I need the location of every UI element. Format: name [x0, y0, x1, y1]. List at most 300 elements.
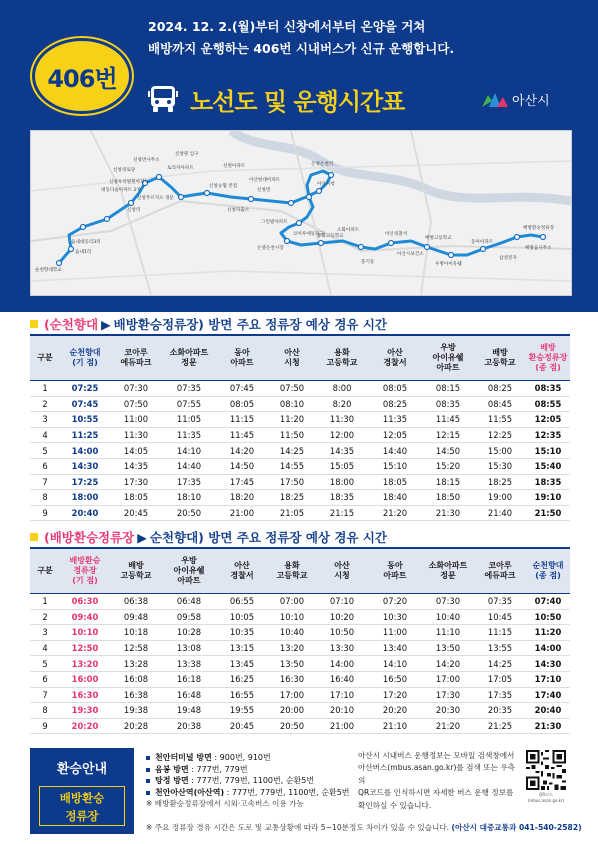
time-cell: 13:50	[422, 640, 474, 656]
time-cell: 14:10	[162, 443, 216, 459]
time-cell: 11:45	[422, 412, 474, 428]
route-map	[30, 130, 572, 296]
time-cell: 21:20	[422, 718, 474, 734]
bus-info-text	[358, 750, 518, 812]
bullet-icon	[146, 791, 150, 795]
map-label: 풍기동	[361, 260, 375, 265]
notice-text	[148, 16, 568, 60]
time-cell: 12:25	[474, 427, 526, 443]
column-header: 순천향대 (기 점)	[60, 335, 110, 381]
time-cell: 13:15	[216, 640, 268, 656]
transfer-item	[146, 775, 366, 787]
notice-line-2	[148, 38, 568, 60]
time-cell: 16:55	[216, 687, 268, 703]
map-label: 토리지아파트	[167, 166, 194, 171]
map-label: 선원아파트	[223, 164, 246, 169]
time-cell: 15:10	[368, 458, 422, 474]
map-label: 신창농협 본점	[209, 184, 238, 189]
map-label: 신창푸르지오 정문	[137, 196, 174, 201]
time-cell: 11:30	[316, 412, 368, 428]
time-cell: 11:55	[474, 412, 526, 428]
map-label: 아산시보건소	[397, 252, 424, 257]
column-header: 아산 시청	[268, 335, 316, 381]
time-cell: 15:05	[316, 458, 368, 474]
time-cell: 12:35	[526, 427, 570, 443]
time-cell: 16:18	[162, 671, 216, 687]
time-cell: 11:15	[216, 412, 268, 428]
transfer-list	[146, 752, 366, 810]
map-label: 신창면	[257, 188, 271, 193]
map-label: 신창원 입구	[175, 152, 199, 157]
table-row	[30, 703, 570, 719]
asan-logo-text: 아산시	[512, 94, 550, 109]
time-cell: 13:20	[268, 640, 316, 656]
time-cell: 07:35	[474, 594, 526, 610]
table2-title-a: (배방환승정류장	[44, 530, 135, 545]
time-cell: 12:15	[422, 427, 474, 443]
time-cell: 11:45	[216, 427, 268, 443]
time-cell: 16:08	[110, 671, 162, 687]
row-number: 2	[30, 609, 60, 625]
time-cell: 17:10	[526, 671, 570, 687]
time-cell: 15:00	[474, 443, 526, 459]
time-cell: 16:40	[316, 671, 368, 687]
time-cell: 08:05	[368, 381, 422, 397]
time-cell: 08:45	[474, 396, 526, 412]
time-cell: 10:10	[268, 609, 316, 625]
time-cell: 06:55	[216, 594, 268, 610]
column-header: 우방 아이유쉘 아파트	[162, 548, 216, 594]
time-cell: 21:10	[368, 718, 422, 734]
time-cell: 10:20	[316, 609, 368, 625]
time-cell: 16:00	[60, 671, 110, 687]
contact-info: (아산시 대중교통과 041-540-2582)	[451, 823, 582, 832]
qr-code-icon[interactable]	[526, 750, 566, 790]
time-cell: 10:50	[316, 625, 368, 641]
time-cell: 09:40	[60, 609, 110, 625]
row-number: 8	[30, 490, 60, 506]
time-cell: 14:40	[162, 458, 216, 474]
bus-icon	[148, 85, 178, 113]
notice-line-1: 2024. 12. 2.(월)부터 신창에서부터 온양을 거쳐	[148, 19, 426, 34]
table-row	[30, 718, 570, 734]
time-cell: 16:30	[268, 671, 316, 687]
time-cell: 15:10	[526, 443, 570, 459]
time-cell: 06:38	[110, 594, 162, 610]
time-cell: 07:55	[162, 396, 216, 412]
time-cell: 17:00	[422, 671, 474, 687]
row-number: 7	[30, 474, 60, 490]
transfer-item	[146, 764, 366, 776]
time-cell: 16:30	[60, 687, 110, 703]
table-row	[30, 427, 570, 443]
time-cell: 17:05	[474, 671, 526, 687]
row-number: 6	[30, 458, 60, 474]
time-cell: 13:28	[110, 656, 162, 672]
time-cell: 12:05	[526, 412, 570, 428]
bullet-square-icon	[30, 320, 38, 328]
time-cell: 08:10	[268, 396, 316, 412]
time-cell: 08:35	[422, 396, 474, 412]
column-header: 배방 고등학교	[110, 548, 162, 594]
time-cell: 12:58	[110, 640, 162, 656]
time-cell: 17:10	[316, 687, 368, 703]
table-row	[30, 412, 570, 428]
table-row	[30, 490, 570, 506]
table-row	[30, 505, 570, 521]
time-cell: 08:55	[526, 396, 570, 412]
table-row	[30, 381, 570, 397]
time-cell: 07:20	[368, 594, 422, 610]
time-cell: 19:30	[60, 703, 110, 719]
time-cell: 18:10	[162, 490, 216, 506]
row-number: 3	[30, 412, 60, 428]
time-cell: 20:20	[60, 718, 110, 734]
time-cell: 14:50	[216, 458, 268, 474]
row-number: 6	[30, 671, 60, 687]
column-header: 코아루 에듀파크	[110, 335, 162, 381]
transfer-info	[30, 748, 582, 834]
time-cell: 11:20	[268, 412, 316, 428]
time-note	[146, 822, 582, 833]
info-line: 아산버스(mbus.asan.go.kr)를 검색 또는 우측의	[358, 763, 516, 785]
time-cell: 21:25	[474, 718, 526, 734]
map-label: 신창면사무소	[133, 158, 160, 163]
map-label: 삼성전자	[499, 256, 517, 261]
time-cell: 10:45	[474, 609, 526, 625]
time-cell: 20:50	[268, 718, 316, 734]
notice-line-2b: 406번 시내버스가 신규 운행합니다.	[253, 41, 455, 56]
transfer-label: 음봉 방면	[155, 764, 189, 774]
time-cell: 10:55	[60, 412, 110, 428]
table-row	[30, 671, 570, 687]
time-cell: 06:30	[60, 594, 110, 610]
time-cell: 19:38	[110, 703, 162, 719]
time-cell: 18:20	[216, 490, 268, 506]
map-label: 배방고등학교	[425, 236, 452, 241]
time-cell: 19:48	[162, 703, 216, 719]
column-header: 아산 시청	[316, 548, 368, 594]
time-cell: 17:25	[60, 474, 110, 490]
bullet-icon	[146, 779, 150, 783]
time-cell: 17:20	[368, 687, 422, 703]
table-row	[30, 396, 570, 412]
time-cell: 07:30	[422, 594, 474, 610]
time-cell: 10:28	[162, 625, 216, 641]
table2-title	[30, 528, 387, 546]
time-cell: 14:00	[526, 640, 570, 656]
map-label: 신창우리빌원아파트	[109, 180, 149, 185]
map-label: 아산시청	[317, 182, 335, 187]
time-cell: 21:40	[474, 505, 526, 521]
timetable-outbound	[30, 334, 570, 521]
time-cell: 20:38	[162, 718, 216, 734]
row-number: 9	[30, 718, 60, 734]
time-cell: 07:00	[268, 594, 316, 610]
time-cell: 14:40	[368, 443, 422, 459]
time-cell: 19:00	[474, 490, 526, 506]
notice-line-2a: 배방까지 운행하는	[148, 41, 254, 56]
time-cell: 11:20	[526, 625, 570, 641]
row-number: 4	[30, 427, 60, 443]
time-cell: 11:00	[368, 625, 422, 641]
table1-title	[30, 315, 387, 333]
time-cell: 11:00	[110, 412, 162, 428]
column-header: 우방 아이유쉘 아파트	[422, 335, 474, 381]
transfer-item	[146, 787, 366, 799]
info-line: 확인하실 수 있습니다.	[358, 800, 432, 810]
time-cell: 10:10	[60, 625, 110, 641]
map-label: 배방읍사무소	[525, 246, 552, 251]
transfer-label: 천안터미널 방면	[155, 753, 212, 762]
time-cell: 08:15	[422, 381, 474, 397]
qr-caption: QR코드 (mbus.asan.go.kr)	[527, 792, 565, 803]
time-cell: 16:38	[110, 687, 162, 703]
table-row	[30, 656, 570, 672]
transfer-value: : 777번, 779번	[188, 764, 248, 774]
time-cell: 13:55	[474, 640, 526, 656]
time-cell: 13:50	[268, 656, 316, 672]
time-cell: 13:40	[368, 640, 422, 656]
transfer-stop-line1: 배방환승	[59, 791, 105, 805]
time-cell: 18:35	[316, 490, 368, 506]
column-header: 동아 아파트	[368, 548, 422, 594]
time-cell: 17:40	[526, 687, 570, 703]
map-label: 순천향대학교	[35, 268, 62, 273]
time-cell: 07:35	[162, 381, 216, 397]
row-number: 1	[30, 381, 60, 397]
transfer-value: : 900번, 910번	[211, 753, 271, 762]
time-cell: 17:50	[268, 474, 316, 490]
timetable-inbound	[30, 547, 570, 734]
time-cell: 20:30	[422, 703, 474, 719]
time-cell: 16:50	[368, 671, 422, 687]
time-cell: 07:40	[526, 594, 570, 610]
map-label: 아산경찰서	[385, 232, 408, 237]
time-cell: 09:48	[110, 609, 162, 625]
time-cell: 20:35	[474, 703, 526, 719]
title-row	[148, 82, 404, 116]
time-cell: 14:55	[268, 458, 316, 474]
column-header: 소화아파트 정문	[162, 335, 216, 381]
time-cell: 18:15	[422, 474, 474, 490]
time-cell: 19:10	[526, 490, 570, 506]
map-label: 신창경로당	[113, 168, 136, 173]
transfer-box	[30, 748, 134, 834]
time-cell: 18:05	[110, 490, 162, 506]
table-row	[30, 640, 570, 656]
row-number: 5	[30, 656, 60, 672]
time-cell: 18:00	[60, 490, 110, 506]
map-label: 신창파출소	[227, 208, 250, 213]
map-label: 대동다숲아파트 2차	[101, 188, 141, 193]
time-cell: 16:48	[162, 687, 216, 703]
time-cell: 20:40	[60, 505, 110, 521]
time-cell: 14:20	[422, 656, 474, 672]
row-number: 8	[30, 703, 60, 719]
map-label: 배방환승정류장	[523, 226, 555, 231]
route-map-svg	[31, 131, 571, 295]
table-row	[30, 687, 570, 703]
time-cell: 10:40	[268, 625, 316, 641]
terminal-note: ※ 배방환승정류장에서 시외·고속버스 이용 가능	[146, 799, 304, 809]
time-cell: 21:00	[216, 505, 268, 521]
time-cell: 18:35	[526, 474, 570, 490]
map-label: 신창역	[127, 208, 141, 213]
time-cell: 14:25	[474, 656, 526, 672]
map-label: 용화고등학교	[317, 234, 344, 239]
column-header: 아산 경찰서	[368, 335, 422, 381]
column-header: 배방환승 정류장 (기 점)	[60, 548, 110, 594]
time-cell: 20:50	[162, 505, 216, 521]
map-label: 소화아파트	[337, 228, 360, 233]
row-number: 2	[30, 396, 60, 412]
time-cell: 11:35	[368, 412, 422, 428]
time-cell: 15:20	[422, 458, 474, 474]
time-cell: 20:40	[526, 703, 570, 719]
time-cell: 18:00	[316, 474, 368, 490]
time-cell: 11:15	[474, 625, 526, 641]
time-cell: 14:30	[526, 656, 570, 672]
time-cell: 11:10	[422, 625, 474, 641]
time-cell: 10:50	[526, 609, 570, 625]
column-header: 배방 고등학교	[474, 335, 526, 381]
time-cell: 15:40	[526, 458, 570, 474]
row-number: 7	[30, 687, 60, 703]
time-cell: 17:00	[268, 687, 316, 703]
time-cell: 19:55	[216, 703, 268, 719]
time-cell: 14:00	[316, 656, 368, 672]
time-cell: 11:05	[162, 412, 216, 428]
time-cell: 18:25	[268, 490, 316, 506]
time-cell: 14:20	[216, 443, 268, 459]
row-number: 1	[30, 594, 60, 610]
time-cell: 13:30	[316, 640, 368, 656]
time-note-text: ※ 주요 정류장 경유 시간은 도로 및 교통상황에 따라 5~10분정도 차이가 있을 수 있습니다.	[146, 823, 450, 832]
time-cell: 17:35	[162, 474, 216, 490]
map-label: 우방아이유쉘	[435, 262, 462, 267]
map-label: 읍내대동리3리	[71, 240, 101, 245]
column-header: 아산 경찰서	[216, 548, 268, 594]
time-cell: 18:40	[368, 490, 422, 506]
route-number-badge	[32, 38, 132, 114]
time-cell: 18:25	[474, 474, 526, 490]
time-cell: 16:25	[216, 671, 268, 687]
time-cell: 21:30	[422, 505, 474, 521]
time-cell: 8:20	[316, 396, 368, 412]
time-cell: 07:10	[316, 594, 368, 610]
map-label: 온양온천시장	[257, 246, 284, 251]
map-label: 아산현대아파트	[249, 178, 281, 183]
column-header: 용화 고등학교	[316, 335, 368, 381]
time-cell: 07:45	[60, 396, 110, 412]
time-cell: 20:45	[216, 718, 268, 734]
column-header: 동아 아파트	[216, 335, 268, 381]
time-cell: 08:25	[368, 396, 422, 412]
bullet-icon	[146, 768, 150, 772]
time-cell: 18:50	[422, 490, 474, 506]
time-cell: 10:35	[216, 625, 268, 641]
time-cell: 20:20	[368, 703, 422, 719]
time-cell: 11:35	[162, 427, 216, 443]
time-cell: 10:30	[368, 609, 422, 625]
time-cell: 14:30	[60, 458, 110, 474]
table2-title-b: 순천향대) 방면 주요 정류장 예상 경유 시간	[149, 530, 387, 545]
page-title: 노선도 및 운행시간표	[190, 87, 405, 116]
time-cell: 13:20	[60, 656, 110, 672]
time-cell: 11:30	[110, 427, 162, 443]
time-cell: 20:28	[110, 718, 162, 734]
info-line: 아산시 시내버스 운행정보는 모바일 검색창에서	[358, 751, 515, 760]
table-row	[30, 609, 570, 625]
row-number: 4	[30, 640, 60, 656]
time-cell: 07:45	[216, 381, 268, 397]
time-cell: 11:25	[60, 427, 110, 443]
transfer-stop	[39, 786, 125, 826]
transfer-stop-line2: 정류장	[65, 809, 99, 823]
time-cell: 21:30	[526, 718, 570, 734]
time-cell: 10:40	[422, 609, 474, 625]
transfer-value: : 777번, 779번, 1100번, 순환5번	[188, 776, 315, 786]
time-cell: 21:00	[316, 718, 368, 734]
time-cell: 06:48	[162, 594, 216, 610]
bullet-square-icon	[30, 533, 38, 541]
column-header: 배방 환승정류장 (종 점)	[526, 335, 570, 381]
arrow-right-icon: ▶	[137, 529, 147, 545]
map-label: 동아아파트	[471, 240, 494, 245]
table-row	[30, 625, 570, 641]
column-header: 순천향대 (종 점)	[526, 548, 570, 594]
time-cell: 09:58	[162, 609, 216, 625]
time-cell: 14:10	[368, 656, 422, 672]
time-cell: 07:50	[268, 381, 316, 397]
time-cell: 10:05	[216, 609, 268, 625]
time-cell: 12:50	[60, 640, 110, 656]
time-cell: 14:05	[110, 443, 162, 459]
transfer-title: 환승안내	[56, 762, 108, 777]
time-cell: 20:00	[268, 703, 316, 719]
time-cell: 17:45	[216, 474, 268, 490]
header-banner	[0, 0, 598, 312]
column-header: 구분	[30, 548, 60, 594]
time-cell: 12:05	[368, 427, 422, 443]
time-cell: 20:45	[110, 505, 162, 521]
time-cell: 21:20	[368, 505, 422, 521]
table-header-row	[30, 335, 570, 381]
time-cell: 08:25	[474, 381, 526, 397]
time-cell: 14:35	[110, 458, 162, 474]
row-number: 9	[30, 505, 60, 521]
table-row	[30, 474, 570, 490]
time-cell: 08:05	[216, 396, 268, 412]
map-label: 읍내1리	[75, 250, 92, 255]
time-cell: 12:00	[316, 427, 368, 443]
time-cell: 14:50	[422, 443, 474, 459]
route-number: 406번	[47, 64, 117, 93]
info-line: QR코드를 인식하시면 자세한 버스 운행 정보를	[358, 788, 514, 798]
time-cell: 07:50	[110, 396, 162, 412]
time-cell: 14:35	[316, 443, 368, 459]
time-cell: 17:30	[422, 687, 474, 703]
table1-title-b: 배방환승정류장) 방면 주요 정류장 예상 경유 시간	[113, 317, 387, 332]
column-header: 코아루 에듀파크	[474, 548, 526, 594]
transfer-label: 천안아산역(아산역)	[155, 787, 225, 797]
table-row	[30, 443, 570, 459]
row-number: 3	[30, 625, 60, 641]
arrow-right-icon: ▶	[101, 316, 111, 332]
time-cell: 13:38	[162, 656, 216, 672]
time-cell: 11:50	[268, 427, 316, 443]
